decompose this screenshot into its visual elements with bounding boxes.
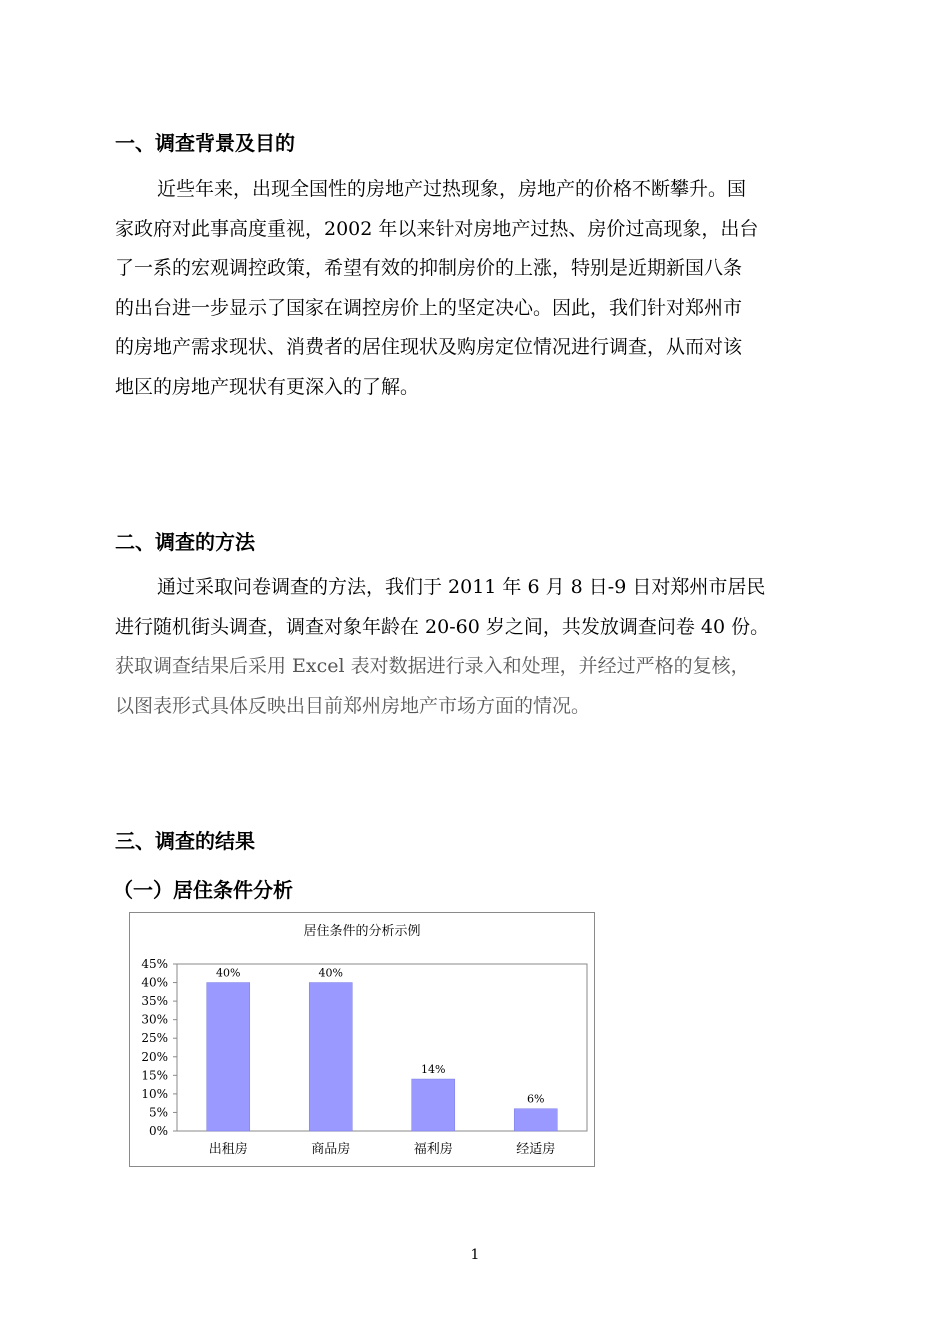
- y-tick-label: 0%: [148, 1124, 168, 1138]
- paragraph-line: 了一系的宏观调控政策，希望有效的抑制房价的上涨，特别是近期新国八条: [115, 257, 743, 279]
- data-label: 6%: [527, 1092, 545, 1106]
- page-number: 1: [470, 1247, 480, 1263]
- x-tick-label: 商品房: [311, 1142, 351, 1157]
- paragraph-line: 的出台进一步显示了国家在调控房价上的坚定决心。因此，我们针对郑州市: [115, 296, 743, 319]
- x-tick-label: 经适房: [516, 1142, 556, 1157]
- section-2-heading: 二、调查的方法: [115, 530, 255, 554]
- bar-4: [514, 1109, 557, 1131]
- section-3-heading: 三、调查的结果: [115, 829, 255, 853]
- x-tick-label: 福利房: [413, 1142, 453, 1157]
- chart-title: 居住条件的分析示例: [303, 924, 421, 939]
- paragraph-line: 进行随机街头调查，调查对象年龄在 20-60 岁之间，共发放调查问卷 40 份。: [115, 615, 770, 638]
- y-tick-label: 30%: [141, 1012, 168, 1027]
- section-1-paragraph: [115, 170, 840, 407]
- paragraph-line: 近些年来，出现全国性的房地产过热现象，房地产的价格不断攀升。国: [157, 178, 747, 200]
- bar-2: [309, 983, 352, 1131]
- section-2-paragraph: [115, 568, 840, 726]
- y-tick-label: 35%: [141, 994, 168, 1009]
- paragraph-line: 地区的房地产现状有更深入的了解。: [115, 375, 420, 398]
- bar-chart-svg: [130, 913, 594, 1166]
- data-label: 14%: [421, 1063, 446, 1077]
- paragraph-line: 家政府对此事高度重视，2002 年以来针对房地产过热、房价过高现象，出台: [115, 217, 759, 240]
- paragraph-line: 的房地产需求现状、消费者的居住现状及购房定位情况进行调查，从而对该: [115, 336, 743, 358]
- y-tick-label: 45%: [141, 957, 168, 971]
- bar-3: [412, 1079, 455, 1131]
- y-tick-label: 15%: [141, 1068, 168, 1083]
- y-tick-label: 10%: [141, 1086, 168, 1101]
- y-tick-label: 5%: [148, 1105, 168, 1120]
- y-tick-label: 25%: [141, 1031, 168, 1046]
- paragraph-line: 获取调查结果后采用 Excel 表对数据进行录入和处理，并经过严格的复核，: [115, 655, 750, 677]
- data-label: 40%: [216, 966, 241, 980]
- y-tick-label: 20%: [141, 1049, 168, 1064]
- data-label: 40%: [318, 966, 343, 980]
- section-3-subheading: （一）居住条件分析: [113, 878, 293, 902]
- paragraph-line: 以图表形式具体反映出目前郑州房地产市场方面的情况。: [115, 694, 591, 717]
- x-tick-label: 出租房: [208, 1142, 248, 1157]
- bar-chart: [129, 912, 595, 1167]
- section-1-heading: 一、调查背景及目的: [115, 131, 295, 155]
- paragraph-line: 通过采取问卷调查的方法，我们于 2011 年 6 月 8 日-9 日对郑州市居民: [157, 576, 766, 598]
- bar-1: [207, 983, 250, 1131]
- y-tick-label: 40%: [141, 975, 168, 990]
